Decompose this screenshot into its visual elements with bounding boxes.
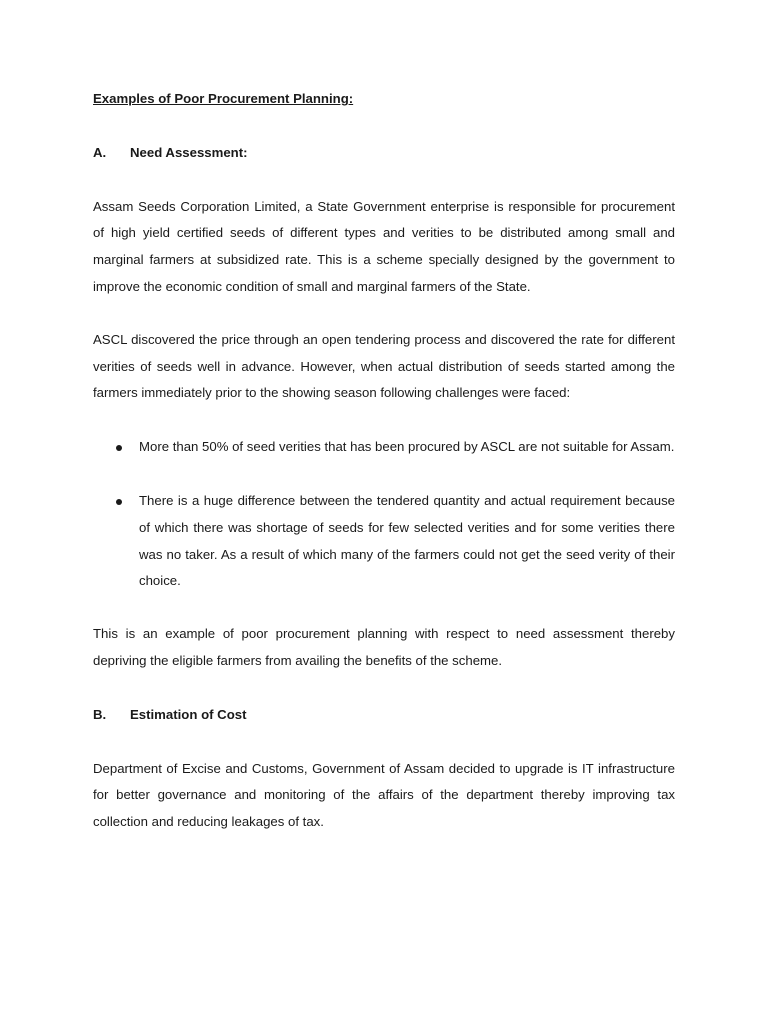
section-a-paragraph-3: This is an example of poor procurement planning with respect to need assessment thereby depriving the eligible farmers from availing the benefits of the scheme. [93, 626, 675, 668]
section-a-title: Need Assessment: [130, 144, 248, 160]
bullet-icon [116, 445, 122, 451]
bullet-item [93, 488, 675, 595]
section-a-heading [93, 140, 675, 167]
section-b-title: Estimation of Cost [130, 706, 247, 722]
bullet-item [93, 434, 675, 461]
bullet-text: There is a huge difference between the tendered quantity and actual requirement because of which there was shortage of seeds for few selected verities and for some verities there was no taker. As a result of which many of the farmers could not get the seed verity of their choice. [139, 492, 675, 589]
section-a-letter: A. [93, 144, 107, 160]
section-a-paragraph-2: ASCL discovered the price through an open tendering process and discovered the rate for different verities of seeds well in advance. However, when actual distribution of seeds started among the farmers immediately prior to the showing season following challenges were faced: [93, 331, 675, 401]
section-a-bullet-list [93, 434, 675, 595]
bullet-icon [116, 499, 122, 505]
document-page [93, 86, 675, 836]
section-b-letter: B. [93, 706, 107, 722]
section-a-paragraph-1: Assam Seeds Corporation Limited, a State Government enterprise is responsible for procurement of high yield certified seeds of different types and verities to be distributed among small and marginal farmers at subsidized rate. This is a scheme specially designed by the government to improve the economic condition of small and marginal farmers of the State. [93, 198, 675, 294]
bullet-text: More than 50% of seed verities that has been procured by ASCL are not suitable for Assam. [139, 439, 675, 455]
section-b-heading [93, 702, 675, 729]
section-b-paragraph-1: Department of Excise and Customs, Government of Assam decided to upgrade is IT infrastructure for better governance and monitoring of the affairs of the department thereby improving tax collection and reducing leakages of tax. [93, 760, 675, 830]
document-title: Examples of Poor Procurement Planning: [93, 91, 354, 106]
